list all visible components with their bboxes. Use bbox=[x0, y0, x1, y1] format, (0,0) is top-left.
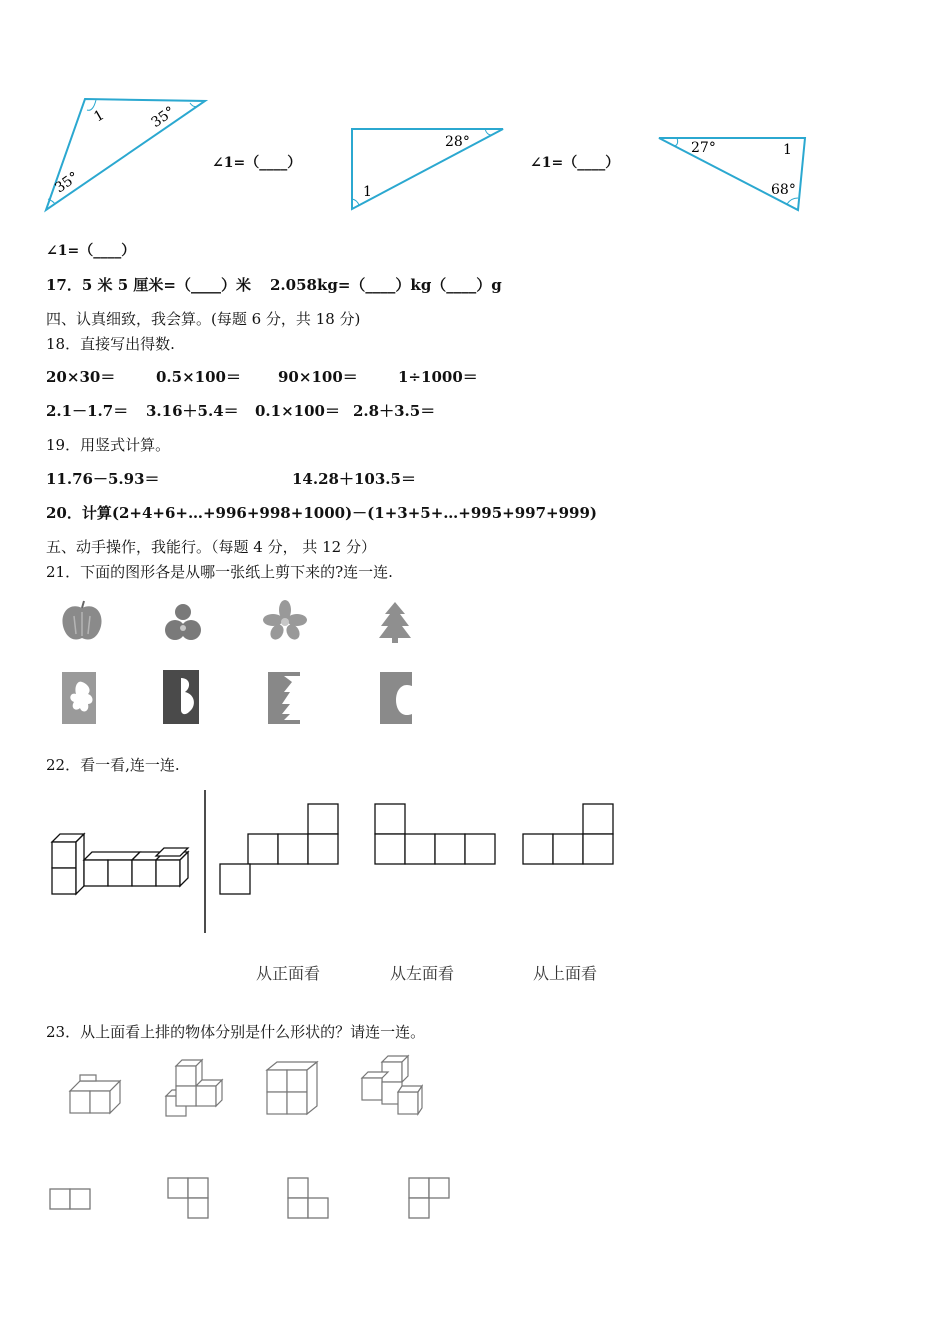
q18-title: 18．直接写出得数. bbox=[46, 335, 175, 353]
q19-item1: 11.76－5.93＝ bbox=[46, 470, 160, 488]
triangle-2-answer: ∠1=（____） bbox=[530, 155, 620, 171]
caption-front-view: 从正面看 bbox=[256, 964, 321, 983]
section-4-heading: 四、认真细致，我会算。(每题 6 分，共 18 分) bbox=[46, 310, 361, 328]
cube-stack-3d bbox=[48, 828, 188, 898]
triangle-1-angle-35-top: 35° bbox=[148, 103, 179, 131]
triangle-1-angle-35-bottom: 35° bbox=[52, 169, 82, 197]
q20-title: 20．计算(2+4+6+…+996+998+1000)－(1+3+5+…+995+997+999) bbox=[46, 504, 598, 522]
triangle-3 bbox=[655, 132, 815, 217]
triangle-3-angle-1: 1 bbox=[783, 142, 792, 158]
q22-title: 22．看一看,连一连. bbox=[46, 756, 180, 774]
triangle-3-angle-27: 27° bbox=[691, 140, 716, 156]
flower-cutout-icon bbox=[263, 600, 307, 642]
view-shape-a bbox=[218, 802, 342, 896]
view-shape-b bbox=[373, 802, 497, 866]
triangle-1-angle-1: 1 bbox=[91, 107, 108, 126]
triangle-1 bbox=[40, 95, 210, 215]
paper-sheet-flower-hole bbox=[62, 672, 96, 724]
apple-cutout-icon bbox=[60, 600, 104, 644]
view-shape-c bbox=[521, 802, 615, 866]
q21-title: 21．下面的图形各是从哪一张纸上剪下来的?连一连. bbox=[46, 563, 393, 581]
q18-row1-item1: 20×30＝ bbox=[46, 368, 116, 386]
q23-title: 23．从上面看上排的物体分别是什么形状的？请连一连。 bbox=[46, 1023, 426, 1041]
q18-row1-item2: 0.5×100＝ bbox=[156, 368, 241, 386]
caption-top-view: 从上面看 bbox=[533, 964, 598, 983]
q18-row2-item1: 2.1－1.7＝ bbox=[46, 402, 129, 420]
paper-sheet-tree-hole bbox=[268, 672, 300, 724]
caption-left-view: 从左面看 bbox=[390, 964, 455, 983]
q17-part-a: 17．5 米 5 厘米=（____）米 bbox=[46, 276, 251, 294]
paper-sheet-apple-hole bbox=[380, 672, 412, 724]
paper-sheet-gourd-hole bbox=[163, 670, 199, 724]
triangle-1-answer: ∠1=（____） bbox=[212, 155, 302, 171]
topview-shape-1 bbox=[48, 1187, 92, 1211]
triangle-2 bbox=[345, 125, 510, 215]
q19-item2: 14.28＋103.5＝ bbox=[292, 470, 416, 488]
topview-shape-2 bbox=[166, 1176, 210, 1220]
triangle-2-angle-28: 28° bbox=[445, 134, 470, 150]
topview-shape-3 bbox=[286, 1176, 330, 1220]
q18-row2-item4: 2.8＋3.5＝ bbox=[353, 402, 436, 420]
section-5-heading: 五、动手操作，我能行。（每题 4 分， 共 12 分） bbox=[46, 538, 376, 556]
object-cubes-3 bbox=[265, 1060, 321, 1118]
q19-title: 19．用竖式计算。 bbox=[46, 436, 171, 454]
topview-shape-4 bbox=[407, 1176, 451, 1220]
gourd-cutout-icon bbox=[163, 600, 203, 644]
divider-line bbox=[203, 790, 207, 935]
q18-row2-item2: 3.16＋5.4＝ bbox=[146, 402, 239, 420]
object-cubes-2 bbox=[162, 1058, 224, 1120]
object-cubes-1 bbox=[66, 1075, 126, 1117]
triangle-3-answer: ∠1=（____） bbox=[46, 243, 136, 259]
q17-part-b: 2.058kg=（____）kg（____）g bbox=[270, 276, 502, 294]
q18-row1-item4: 1÷1000＝ bbox=[398, 368, 478, 386]
tree-cutout-icon bbox=[375, 600, 415, 644]
object-cubes-4 bbox=[358, 1052, 424, 1116]
q18-row1-item3: 90×100＝ bbox=[278, 368, 358, 386]
triangle-3-angle-68: 68° bbox=[771, 182, 796, 198]
triangle-2-angle-1: 1 bbox=[363, 184, 372, 200]
q18-row2-item3: 0.1×100＝ bbox=[255, 402, 340, 420]
